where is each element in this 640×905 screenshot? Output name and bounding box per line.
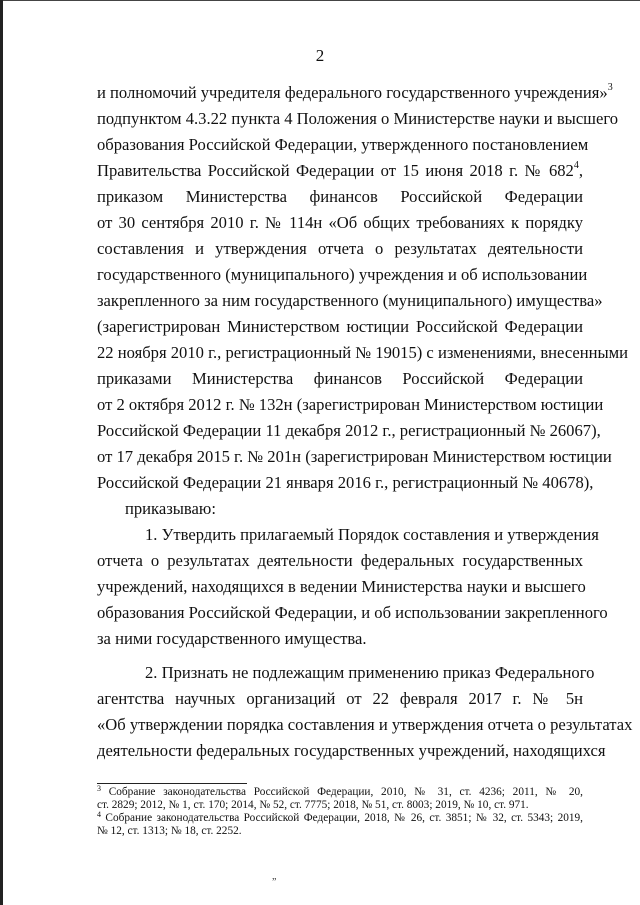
text-line bbox=[97, 712, 633, 738]
line-text: государственного (муниципального) учреждения и об использовании bbox=[97, 265, 588, 284]
line-text: (зарегистрирован Министерством юстиции Российской Федерации bbox=[97, 317, 583, 336]
line-text: закрепленного за ним государственного (муниципального) имущества» bbox=[97, 291, 603, 310]
line-text: ст. 2829; 2012, № 1, ст. 170; 2014, № 52, ст. 7775; 2018, № 51, ст. 8003; 2019, № 10, ст. 971. bbox=[97, 799, 529, 811]
text-line bbox=[97, 548, 583, 574]
text-line bbox=[97, 660, 595, 686]
footnotes bbox=[97, 786, 583, 838]
text-line bbox=[97, 236, 583, 262]
footnote-line bbox=[97, 799, 583, 812]
text-line bbox=[97, 496, 583, 522]
footnote-line bbox=[97, 786, 583, 799]
line-text: Российской Федерации 21 января 2016 г., регистрационный № 40678), bbox=[97, 473, 594, 492]
line-text: учреждений, находящихся в ведении Министерства науки и высшего bbox=[97, 577, 586, 596]
text-line bbox=[97, 262, 588, 288]
text-line bbox=[97, 288, 603, 314]
line-text: подпунктом 4.3.22 пункта 4 Положения о Министерстве науки и высшего bbox=[97, 109, 619, 128]
text-line bbox=[97, 444, 612, 470]
footnote-line bbox=[97, 825, 583, 838]
line-text: приказываю: bbox=[125, 499, 216, 518]
text-line bbox=[97, 418, 601, 444]
line-text: от 17 декабря 2015 г. № 201н (зарегистрирован Министерством юстиции bbox=[97, 447, 612, 466]
footnote-separator bbox=[97, 783, 247, 784]
line-text: составления и утверждения отчета о результатах деятельности bbox=[97, 239, 583, 258]
line-text: образования Российской Федерации, утвержденного постановлением bbox=[97, 135, 589, 154]
line-text: Собрание законодательства Российской Федерации, 2010, № 31, ст. 4236; 2011, № 20, bbox=[108, 786, 583, 798]
scan-mark: „ bbox=[272, 871, 277, 882]
text-line bbox=[97, 340, 629, 366]
text-line bbox=[97, 132, 589, 158]
page-number: 2 bbox=[315, 46, 325, 65]
scan-edge-left bbox=[0, 0, 3, 905]
text-line bbox=[97, 574, 586, 600]
line-text: 2. Признать не подлежащим применению приказ Федерального bbox=[145, 663, 595, 682]
line-text: приказами Министерства финансов Российской Федерации bbox=[97, 369, 583, 388]
text-line bbox=[97, 738, 606, 764]
scan-edge-top bbox=[0, 0, 640, 1]
text-line bbox=[97, 686, 583, 712]
line-text: 1. Утвердить прилагаемый Порядок составления и утверждения bbox=[145, 525, 599, 544]
line-text: отчета о результатах деятельности федеральных государственных bbox=[97, 551, 583, 570]
line-text: Российской Федерации 11 декабря 2012 г., регистрационный № 26067), bbox=[97, 421, 601, 440]
text-line bbox=[97, 106, 619, 132]
line-text: от 30 сентября 2010 г. № 114н «Об общих требованиях к порядку bbox=[97, 213, 583, 232]
line-text: Правительства Российской Федерации от 15 июня 2018 г. № 682 bbox=[97, 161, 574, 180]
footnote-marker: 4 bbox=[97, 810, 101, 819]
document-body bbox=[97, 80, 633, 764]
paragraph-gap bbox=[97, 652, 583, 660]
text-line bbox=[97, 626, 583, 652]
footnote-reference: 3 bbox=[607, 82, 613, 93]
line-text: № 12, ст. 1313; № 18, ст. 2252. bbox=[97, 825, 242, 837]
text-line bbox=[97, 80, 613, 106]
line-text: и полномочий учредителя федерального государственного учреждения» bbox=[97, 83, 608, 102]
line-text: образования Российской Федерации, и об использовании закрепленного bbox=[97, 603, 608, 622]
line-text: «Об утверждении порядка составления и утверждения отчета о результатах bbox=[97, 715, 633, 734]
footnote-reference: 4 bbox=[573, 160, 579, 171]
text-line bbox=[97, 210, 583, 236]
text-line bbox=[97, 158, 583, 184]
line-text: приказом Министерства финансов Российской Федерации bbox=[97, 187, 583, 206]
line-text: агентства научных организаций от 22 февраля 2017 г. № 5н bbox=[97, 689, 583, 708]
text-line bbox=[97, 600, 608, 626]
text-line bbox=[97, 184, 583, 210]
text-line bbox=[97, 522, 599, 548]
text-line bbox=[97, 314, 583, 340]
line-text: деятельности федеральных государственных учреждений, находящихся bbox=[97, 741, 606, 760]
text-line bbox=[97, 392, 604, 418]
footnote-line bbox=[97, 812, 583, 825]
line-text: от 2 октября 2012 г. № 132н (зарегистрирован Министерством юстиции bbox=[97, 395, 604, 414]
text-line bbox=[97, 470, 594, 496]
footnote-marker: 3 bbox=[97, 784, 101, 793]
line-text: за ними государственного имущества. bbox=[97, 629, 367, 648]
line-tail: , bbox=[578, 161, 583, 180]
line-text: 22 ноября 2010 г., регистрационный № 19015) с изменениями, внесенными bbox=[97, 343, 629, 362]
text-line bbox=[97, 366, 583, 392]
line-text: Собрание законодательства Российской Федерации, 2018, № 26, ст. 3851; № 32, ст. 5343; 2019, bbox=[105, 812, 584, 824]
